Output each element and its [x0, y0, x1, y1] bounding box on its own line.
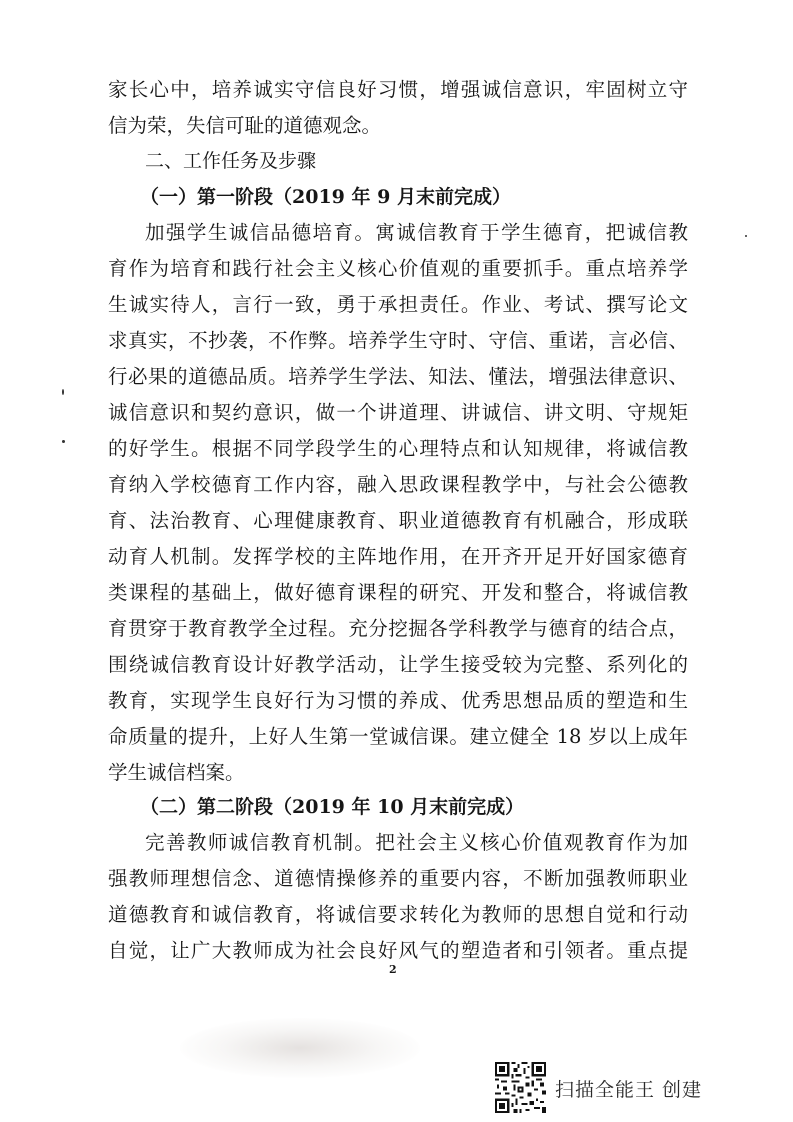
page-number: 2	[389, 963, 397, 976]
body-line: 育作为培育和践行社会主义核心价值观的重要抓手。重点培养学	[108, 257, 688, 280]
paragraph-first-line: 加强学生诚信品德培育。寓诚信教育于学生德育，把诚信教	[145, 221, 688, 244]
section-heading: 二、工作任务及步骤	[145, 150, 317, 172]
subsection-heading: （二）第二阶段（2019 年 10 月末前完成）	[140, 796, 525, 818]
qr-code-icon	[495, 1062, 546, 1113]
body-line: 道德教育和诚信教育，将诚信要求转化为教师的思想自觉和行动	[108, 903, 688, 926]
scan-speck	[62, 440, 65, 443]
body-line: 信为荣，失信可耻的道德观念。	[108, 114, 382, 137]
body-line: 命质量的提升，上好人生第一堂诚信课。建立健全 18 岁以上成年	[108, 725, 688, 748]
body-line: 育贯穿于教育教学全过程。充分挖掘各学科教学与德育的结合点，	[108, 617, 688, 640]
body-line: 教育，实现学生良好行为习惯的养成、优秀思想品质的塑造和生	[108, 689, 688, 712]
scan-speck	[62, 389, 64, 395]
body-line: 类课程的基础上，做好德育课程的研究、开发和整合，将诚信教	[108, 581, 688, 604]
body-line: 求真实，不抄袭，不作弊。培养学生守时、守信、重诺，言必信、	[108, 329, 688, 352]
body-line: 诚信意识和契约意识，做一个讲道理、讲诚信、讲文明、守规矩	[108, 401, 688, 424]
body-line: 的好学生。根据不同学段学生的心理特点和认知规律，将诚信教	[108, 437, 688, 460]
scan-smudge	[180, 1018, 420, 1078]
body-line: 围绕诚信教育设计好教学活动，让学生接受较为完整、系列化的	[108, 653, 688, 676]
body-line: 行必果的道德品质。培养学生学法、知法、懂法，增强法律意识、	[108, 365, 688, 388]
scan-speck	[745, 235, 747, 237]
watermark-label: 扫描全能王 创建	[555, 1079, 703, 1101]
body-line: 自觉，让广大教师成为社会良好风气的塑造者和引领者。重点提	[108, 939, 688, 962]
body-line: 育纳入学校德育工作内容，融入思政课程教学中，与社会公德教	[108, 473, 688, 496]
body-line: 强教师理想信念、道德情操修养的重要内容，不断加强教师职业	[108, 867, 688, 890]
paragraph-first-line: 完善教师诚信教育机制。把社会主义核心价值观教育作为加	[145, 831, 688, 854]
body-line: 动育人机制。发挥学校的主阵地作用，在开齐开足开好国家德育	[108, 545, 688, 568]
subsection-heading: （一）第一阶段（2019 年 9 月末前完成）	[140, 186, 511, 208]
body-line: 家长心中，培养诚实守信良好习惯，增强诚信意识，牢固树立守	[108, 78, 688, 101]
body-line: 学生诚信档案。	[108, 761, 245, 784]
body-line: 生诚实待人，言行一致，勇于承担责任。作业、考试、撰写论文	[108, 293, 688, 316]
body-line: 育、法治教育、心理健康教育、职业道德教育有机融合，形成联	[108, 509, 688, 532]
